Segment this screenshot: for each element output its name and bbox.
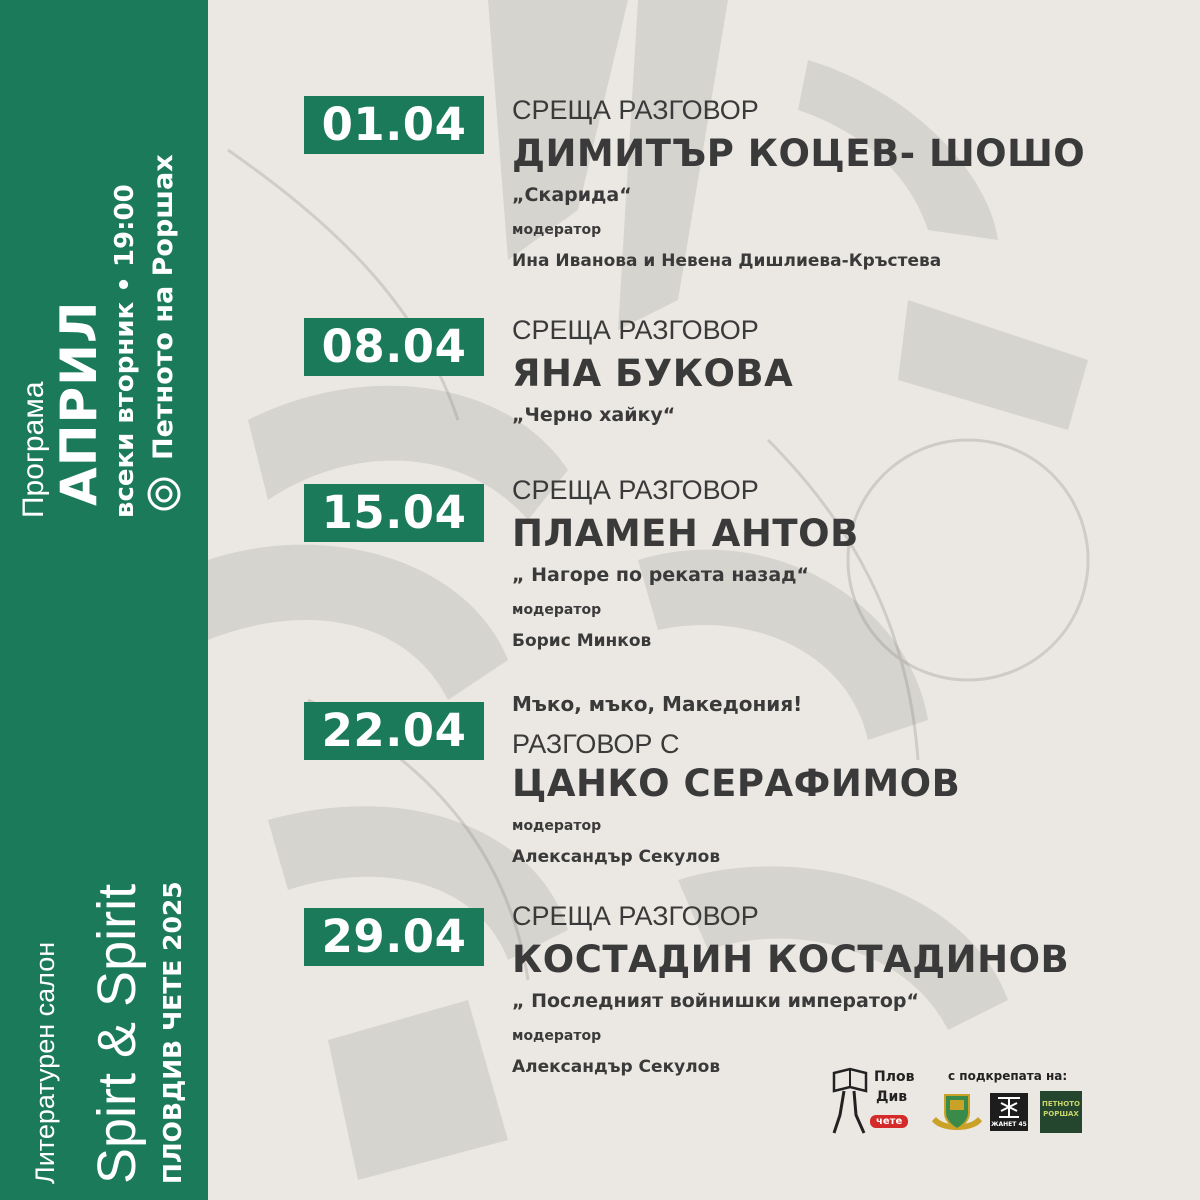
plovdiv-municipality-crest-icon xyxy=(930,1091,984,1137)
event-headline: Мъко, мъко, Македония! xyxy=(512,692,803,716)
event-type: СРЕЩА РАЗГОВОР xyxy=(512,475,759,505)
venue-name: Петното на Роршах xyxy=(148,154,179,460)
author-name: ЦАНКО СЕРАФИМОВ xyxy=(512,762,961,805)
support-label: с подкрепата на: xyxy=(948,1069,1068,1083)
author-name: ПЛАМЕН АНТОВ xyxy=(512,512,859,555)
janet-45-mark-icon xyxy=(990,1093,1028,1121)
festival-title: ПЛОВДИВ ЧЕТЕ 2025 xyxy=(158,881,187,1184)
month-title: АПРИЛ xyxy=(50,300,108,506)
rorschach-logo-line2: РОРШАХ xyxy=(1043,1110,1079,1118)
salon-name: Spirt & Spirit xyxy=(87,883,147,1184)
reading-figure-icon xyxy=(830,1065,870,1137)
plovdiv-logo-line1: Плов xyxy=(874,1069,915,1085)
moderator-name: Борис Минков xyxy=(512,631,652,651)
moderator-name: Ина Иванова и Невена Дишлиева-Кръстева xyxy=(512,251,942,271)
plovdiv-reads-logo xyxy=(830,1065,930,1137)
event-date: 08.04 xyxy=(304,318,484,376)
event-type: СРЕЩА РАЗГОВОР xyxy=(512,315,759,345)
book-title: „ Нагоре по реката назад“ xyxy=(512,564,809,586)
author-name: КОСТАДИН КОСТАДИНОВ xyxy=(512,938,1070,981)
sponsor-logos xyxy=(830,1065,1090,1140)
salon-label: Литературен салон xyxy=(30,941,60,1184)
author-name: ДИМИТЪР КОЦЕВ- ШОШО xyxy=(512,132,1086,175)
event-date: 15.04 xyxy=(304,484,484,542)
moderator-name: Александър Секулов xyxy=(512,847,721,867)
event-date: 22.04 xyxy=(304,702,484,760)
janet-45-text: ЖАНЕТ 45 xyxy=(991,1121,1027,1128)
event-date: 29.04 xyxy=(304,908,484,966)
location-target-icon xyxy=(146,476,182,512)
plovdiv-logo-tag: чете xyxy=(870,1115,908,1128)
moderator-label: модератор xyxy=(512,818,602,834)
moderator-label: модератор xyxy=(512,222,602,238)
author-name: ЯНА БУКОВА xyxy=(512,352,794,395)
moderator-name: Александър Секулов xyxy=(512,1057,721,1077)
janet-45-logo xyxy=(990,1093,1028,1131)
book-title: „Черно хайку“ xyxy=(512,404,676,426)
book-title: „Скарида“ xyxy=(512,184,632,206)
moderator-label: модератор xyxy=(512,602,602,618)
event-date: 01.04 xyxy=(304,96,484,154)
sidebar xyxy=(0,0,208,1200)
rorschach-logo-line1: ПЕТНОТО xyxy=(1042,1100,1080,1108)
event-type: СРЕЩА РАЗГОВОР xyxy=(512,95,759,125)
rorschach-logo xyxy=(1040,1091,1082,1133)
program-label: Програма xyxy=(17,381,50,518)
schedule-text: всеки вторник • 19:00 xyxy=(110,184,140,518)
background-ink-art xyxy=(208,0,1200,1200)
moderator-label: модератор xyxy=(512,1028,602,1044)
event-type: РАЗГОВОР С xyxy=(512,729,680,759)
event-type: СРЕЩА РАЗГОВОР xyxy=(512,901,759,931)
book-title: „ Последният войнишки император“ xyxy=(512,990,919,1012)
plovdiv-logo-line2: Див xyxy=(876,1089,908,1105)
